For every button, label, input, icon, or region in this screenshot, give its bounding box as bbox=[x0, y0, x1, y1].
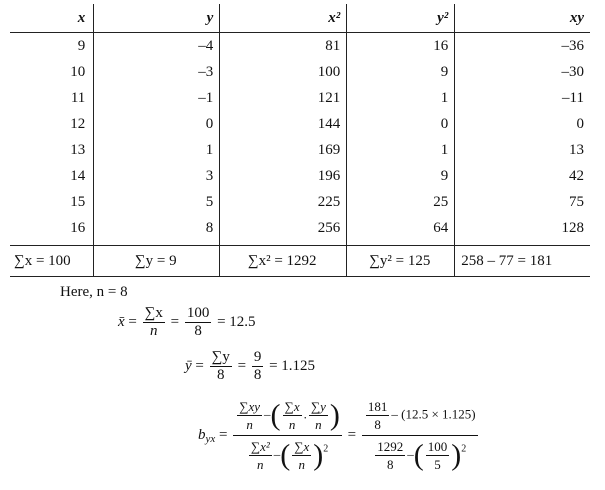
cell-x-squared: 196 bbox=[220, 163, 347, 189]
gen-den-frac-b bbox=[292, 438, 311, 473]
cell-x-squared: 225 bbox=[220, 189, 347, 215]
header-y-squared: y² bbox=[347, 4, 455, 33]
byx-symbol: b bbox=[198, 426, 206, 443]
cell-x-squared: 81 bbox=[220, 33, 347, 60]
ybar-line: ȳ = $\frac{\sum y}{8}$ = $\frac{9}{8}$ = 1.125 bbox=[185, 349, 316, 383]
ybar-formula-den: 8 bbox=[216, 367, 225, 383]
byx-subscript: yx bbox=[205, 432, 216, 445]
cell-xy: –11 bbox=[455, 85, 590, 111]
sub-num-a: 181 bbox=[367, 399, 388, 414]
xbar-formula-num: ∑x bbox=[144, 305, 163, 321]
sub-den-square: 2 bbox=[461, 443, 467, 455]
xbar-formula bbox=[143, 305, 165, 340]
sub-den-frac-a bbox=[375, 438, 405, 473]
gen-den-a: ∑x² bbox=[250, 439, 270, 454]
ybar-symbol: ȳ bbox=[185, 357, 192, 374]
sub-den-b-den: 5 bbox=[434, 457, 441, 472]
gen-num-frac-c bbox=[309, 398, 328, 433]
cell-y: 8 bbox=[94, 215, 220, 246]
header-xy: xy bbox=[455, 4, 590, 33]
sub-den-frac-b bbox=[426, 438, 450, 473]
ybar-values bbox=[252, 349, 264, 384]
xbar-formula-den: n bbox=[149, 323, 158, 339]
data-table bbox=[10, 4, 590, 277]
xbar-line: x̄ = $\frac{\sum x}{n}$ = $\frac{100}{8}$ = 12.5 bbox=[118, 305, 256, 339]
byx-general-denominator: $\frac{\text{∑x²}}{n}$ –( $\frac{\sum x}{n}$ )$^2$ bbox=[250, 438, 329, 472]
ybar-result: 1.125 bbox=[281, 357, 316, 374]
ybar-values-den: 8 bbox=[253, 367, 262, 383]
xbar-values-num: 100 bbox=[186, 305, 210, 321]
cell-y-squared: 9 bbox=[347, 163, 455, 189]
table-row bbox=[10, 215, 590, 246]
cell-y: –4 bbox=[94, 33, 220, 60]
sum-y-squared: ∑y² = 125 bbox=[347, 246, 455, 277]
gen-den-square: 2 bbox=[323, 443, 329, 455]
gen-num-c: ∑y bbox=[310, 399, 326, 414]
gen-den-a-den: n bbox=[257, 457, 264, 472]
cell-x: 16 bbox=[70, 219, 86, 236]
gen-num-b: ∑x bbox=[284, 399, 300, 414]
sub-den-a: 1292 bbox=[377, 439, 404, 454]
header-y: y bbox=[94, 4, 220, 33]
sum-y: ∑y = 9 bbox=[94, 246, 220, 277]
table-row bbox=[10, 59, 590, 85]
cell-y-squared: 16 bbox=[347, 33, 455, 60]
byx-substituted-denominator: $\frac{1292}{8}$ –( $\frac{100}{5}$ )$^2$ bbox=[377, 438, 467, 472]
here-n-line: Here, n = 8 bbox=[60, 284, 128, 300]
gen-num-a: ∑xy bbox=[239, 399, 261, 414]
sub-num-a-den: 8 bbox=[374, 417, 381, 432]
cell-xy: –30 bbox=[455, 59, 590, 85]
xbar-values bbox=[185, 305, 212, 340]
gen-num-c-den: n bbox=[315, 417, 322, 432]
cell-y-squared: 9 bbox=[347, 59, 455, 85]
ybar-values-num: 9 bbox=[253, 349, 262, 365]
cell-xy: 42 bbox=[455, 163, 590, 189]
cell-xy: 13 bbox=[455, 137, 590, 163]
cell-y-squared: 1 bbox=[347, 137, 455, 163]
cell-xy: –36 bbox=[455, 33, 590, 60]
cell-x-squared: 100 bbox=[220, 59, 347, 85]
cell-y: –3 bbox=[94, 59, 220, 85]
cell-x-squared: 121 bbox=[220, 85, 347, 111]
table-row bbox=[10, 137, 590, 163]
ybar-formula bbox=[210, 349, 232, 384]
cell-x: 14 bbox=[70, 167, 86, 184]
table-header-row bbox=[10, 4, 590, 33]
gen-num-frac-b bbox=[283, 398, 302, 433]
gen-den-b-den: n bbox=[298, 457, 306, 472]
cell-x-squared: 144 bbox=[220, 111, 347, 137]
table-row bbox=[10, 85, 590, 111]
cell-x-squared: 169 bbox=[220, 137, 347, 163]
cell-x: 12 bbox=[70, 115, 86, 132]
sum-xy: 258 – 77 = 181 bbox=[455, 246, 590, 277]
ybar-formula-num: ∑y bbox=[211, 349, 230, 365]
sub-den-a-den: 8 bbox=[386, 457, 394, 472]
cell-x-squared: 256 bbox=[220, 215, 347, 246]
cell-xy: 75 bbox=[455, 189, 590, 215]
gen-num-frac-a bbox=[237, 398, 262, 433]
cell-y-squared: 1 bbox=[347, 85, 455, 111]
gen-den-b: ∑x bbox=[294, 439, 310, 454]
cell-x: 9 bbox=[77, 37, 86, 54]
totals-row bbox=[10, 246, 590, 277]
sum-x: ∑x = 100 bbox=[10, 246, 94, 277]
xbar-result: 12.5 bbox=[229, 313, 256, 330]
cell-y: 1 bbox=[94, 137, 220, 163]
byx-substituted-numerator: $\frac{181}{8}$ – (12.5 × 1.125) bbox=[362, 398, 478, 436]
header-x: x bbox=[10, 4, 94, 33]
cell-y-squared: 0 bbox=[347, 111, 455, 137]
gen-den-frac-a bbox=[249, 438, 272, 473]
sub-num-b: (12.5 × 1.125) bbox=[401, 406, 476, 422]
table-row bbox=[10, 189, 590, 215]
gen-num-b-den: n bbox=[288, 417, 296, 432]
sub-den-b-num: 100 bbox=[427, 439, 448, 454]
byx-substituted-formula bbox=[362, 398, 478, 473]
gen-num-a-den: n bbox=[246, 417, 253, 432]
table-row bbox=[10, 111, 590, 137]
cell-y: 3 bbox=[94, 163, 220, 189]
byx-line: $b_{yx}$ = $\frac{\sum xy}{n}$ –( $\frac{\sum x}{n}$ . $\frac{\sum y}{n}$ ) $\frac{\text{∑x²}}{n}$ –( $\frac{\sum x}{n}$ )$^2$ = $\frac{181}{8}$ – (12.5 × 1.125) $\frac{1292}{8}$ –( $\frac{100}{5}$ )$^2$ bbox=[198, 398, 476, 472]
byx-general-formula bbox=[233, 398, 342, 473]
sum-x-squared: ∑x² = 1292 bbox=[220, 246, 347, 277]
table-row bbox=[10, 33, 590, 60]
cell-x: 15 bbox=[70, 193, 86, 210]
sub-num-frac-a bbox=[366, 398, 390, 433]
cell-xy: 128 bbox=[455, 215, 590, 246]
cell-y: –1 bbox=[94, 85, 220, 111]
byx-general-numerator: $\frac{\sum xy}{n}$ –( $\frac{\sum x}{n}$ . $\frac{\sum y}{n}$ ) bbox=[233, 398, 342, 436]
cell-x: 10 bbox=[70, 63, 86, 80]
cell-y-squared: 64 bbox=[347, 215, 455, 246]
cell-y-squared: 25 bbox=[347, 189, 455, 215]
cell-xy: 0 bbox=[455, 111, 590, 137]
xbar-symbol: x̄ bbox=[118, 313, 125, 330]
xbar-values-den: 8 bbox=[194, 323, 202, 339]
header-x-squared: x² bbox=[220, 4, 347, 33]
table-row bbox=[10, 163, 590, 189]
cell-y: 5 bbox=[94, 189, 220, 215]
cell-x: 13 bbox=[70, 141, 86, 158]
cell-x: 11 bbox=[70, 89, 86, 106]
cell-y: 0 bbox=[94, 111, 220, 137]
